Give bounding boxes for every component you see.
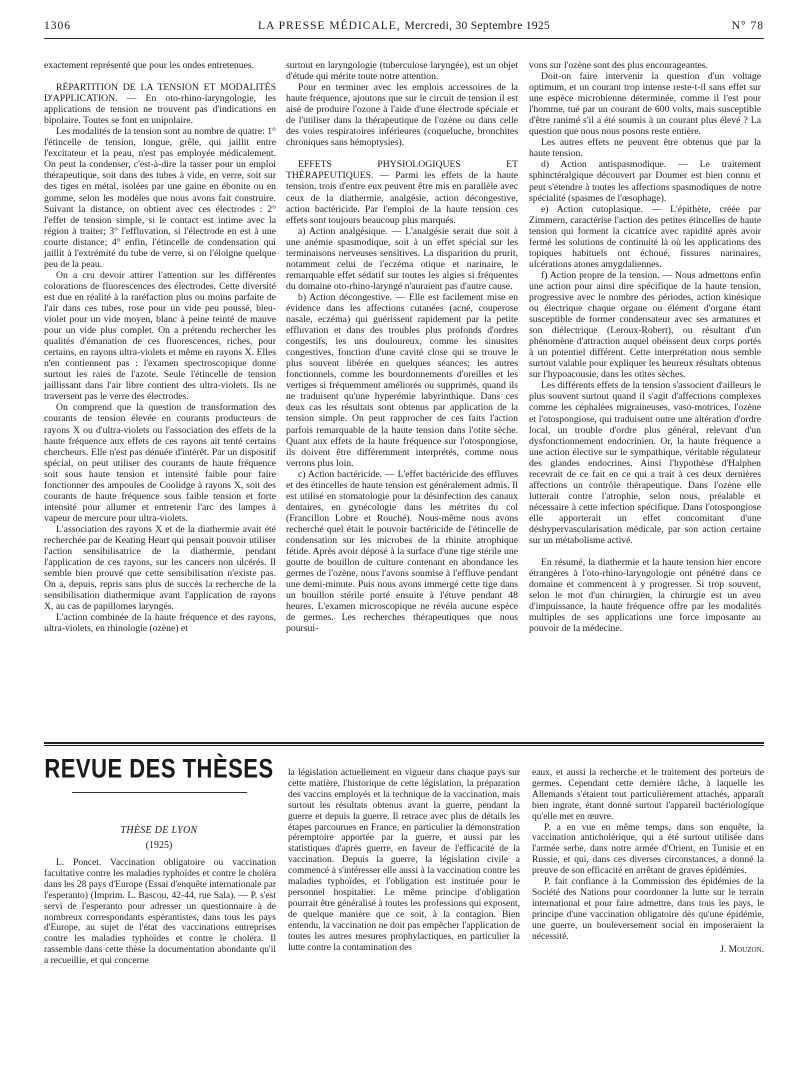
issue-number: N° 78 bbox=[731, 20, 764, 32]
paragraph: Les modalités de la tension sont au nombre de quatre: 1° l'étincelle de tension, longue, grêle, qui jaillit entre l'excitateur et la peau, n'est pas employée médicalement. On peut la condenser, c'est-à-dire la tasser pour un emploi thérapeutique, soit dans des tubes à vide, en verre, soit sur des tiges en métal, isolées par une gaine en ébonite ou en gomme, selon les modèles que nous avons fait construire. Suivant la distance, on obtient avec ces électrodes : 2° l'effet de tension simple, si le contact est intime avec la région à traiter; 3° l'effluvation, si l'électrode en est à une courte distance; 4° enfin, l'étincelle de condensation qui jaillit à l'extrémité du tube de verre, si on l'éloigne quelque peu de la peau. bbox=[44, 126, 276, 270]
paragraph: Doit-on faire intervenir la question d'un voltage optimum, et un courant trop intense reste-t-il sans effet sur une espèce microbienne déterminée, comme il l'est pour l'homme, tué par un courant de 600 volts, mais susceptible d'être ranimé s'il a été soumis à un courant plus élevé ? La question que nous nous posons reste entière. bbox=[529, 71, 761, 138]
page-header bbox=[44, 20, 764, 39]
paragraph: P. a en vue en même temps, dans son enquête, la vaccination anticholérique, qui a été surtout utilisée dans l'armée serbe, dans notre armée d'Orient, en Tunisie et en Russie, et qui, dans ces diverses circonstances, a donné la preuve de son efficacité en arrêtant de graves épidémies. bbox=[532, 822, 764, 877]
paragraph: P. fait confiance à la Commission des épidémies de la Société des Nations pour coordonner la lutte sur le terrain international et pour faire admettre, dans tous les pays, le principe d'une vaccination obligatoire dès qu'une épidémie, une guerre, un bouleversement social en imposeraient la nécessité. bbox=[532, 877, 764, 942]
journal-title: LA PRESSE MÉDICALE, Mercredi, 30 Septembre 1925 bbox=[258, 20, 550, 32]
paragraph: EFFETS PHYSIOLOGIQUES ET THÉRAPEUTIQUES. — Parmi les effets de la haute tension, trois d'entre eux peuvent être mis en parallèle avec ceux de la diathermie, analgésie, action décongestive, action bactéricide. Par l'emploi de la haute tension ces effets sont toujours beaucoup plus marqués. bbox=[286, 159, 518, 226]
paragraph: RÉPARTITION DE LA TENSION ET MODALITÉS D'APPLICATION. — En oto-rhino-laryngologie, les applications de tension ne trouvent pas d'indications en bipolaire. Toutes se font en unipolaire. bbox=[44, 82, 276, 127]
paragraph: la législation actuellement en vigueur dans chaque pays sur cette matière, l'historique de cette législation, la préparation des vaccins employés et la technique de la vaccination, mais surtout les résultats obtenus avant la guerre, pendant la guerre et depuis la guerre. Il retrace avec plus de détails les étapes parcourues en France, en particulier la démonstration péremptoire apportée par la guerre, et aussi par les statistiques d'après guerre, en faveur de l'efficacité de la vaccination. Depuis la guerre, la législation civile a commencé à s'intéresser elle aussi à la vaccination contre les maladies typhoïdes, et l'obligation est instituée pour le personnel hospitalier. Le même principe d'obligation pourrait être généralisé à toutes les professions qui exposent, de quelque manière que ce soit, à la contagion. Bien entendu, la vaccination ne doit pas empêcher l'application de toutes les autres mesures prophylactiques, en particulier la lutte contre la contamination des bbox=[288, 768, 520, 953]
paragraph: a) Action analgésique. — L'analgésie serait due soit à une anémie spasmodique, soit à un effet spécial sur les terminaisons nerveuses sensitives. La disparition du prurit, notamment celui de l'eczéma otique et narinaire, le remarquable effet sédatif sur toutes les algies si fréquentes du domaine oto-rhino-laryngé n'auraient pas d'autre cause. bbox=[286, 225, 518, 292]
section-divider bbox=[44, 742, 764, 744]
thesis-heading: THÈSE DE LYON bbox=[120, 825, 198, 836]
paragraph: b) Action décongestive. — Elle est facilement mise en évidence dans les affections cutanées (acné, couperose nasale, eczéma) qui guérissent rapidement par la petite effluvation et dans des troubles plus profonds d'ordres congestifs, les uns douloureux, comme les sinusites congestives, fonction d'une cavité close qui se trouve le plus souvent libérée en quelques séances; les autres fonctionnels, comme les bourdonnements d'oreilles et les vertiges si fréquemment améliorés ou supprimés, quand ils ne traduisent qu'une hyperémie labyrinthique. Dans ces deux cas les résultats sont obtenus par application de la tension simple. On peut rapprocher de ces faits l'action parfois remarquable de la haute tension dans l'otite sèche. Quant aux effets de la haute fréquence sur l'otospongiose, ils doivent être différemment interprétés, comme nous verrons plus loin. bbox=[286, 291, 518, 469]
title-underline bbox=[72, 792, 247, 793]
paragraph: f) Action propre de la tension. — Nous admettons enfin une action pour ainsi dire spécifique de la haute tension, progressive avec le nombre des périodes, action kinésique ou électrique chaque organe ou élément d'organe étant susceptible de former condensateur avec ses armatures et son diélectrique (Leroux-Robert), ou résultant d'un phénomène d'attraction auquel obéissent deux corps portés à un potentiel différent. Cette interprétation nous semble surtout valable pour expliquer les heureux résultats obtenus sur l'hypoacousie, dans les otites sèches. bbox=[529, 269, 761, 381]
paragraph: On comprend que la question de transformation des courants de tension élevée en courants producteurs de rayons X ou d'ultra-violets ou l'association des effets de la haute fréquence aux effets de ces rayons ait tenté certains chercheurs. Elle n'est pas dénuée d'intérêt. Par un dispositif spécial, on peut utiliser des courants de haute fréquence soit sous haute tension et intensité faible pour faire fonctionner des ampoules de Coolidge à rayons X, soit des courants de haute fréquence sous faible tension et forte intensité pour allumer et entretenir l'arc des lampes à vapeur de mercure pour ultra-violets. bbox=[44, 402, 276, 524]
paragraph: c) Action bactéricide. — L'effet bactéricide des effluves et des étincelles de haute tension est généralement admis. Il est utilisé en stomatologie pour la désinfection des canaux dentaires, en gynécologie dans les métrites du col (Francillon Lobre et Rouché). Nous-même nous avons recherché quel était le pouvoir bactéricide de l'étincelle de condensation sur les microbes de la rhinite atrophique fétide. Après avoir déposé à la surface d'une tige stérile une goutte de bouillon de culture contenant en abondance les germes de l'ozène, nous l'avons soumise à l'effluve pendant une demi-minute. Puis nous avons immergé cette tige dans un bouillon stérile porté ensuite à l'étuve pendant 48 heures. L'examen microscopique ne révéla aucune espèce de germes. Les recherches thérapeutiques que nous poursui- bbox=[286, 468, 518, 635]
paragraph: L. Poncet. Vaccination obligatoire ou vaccination facultative contre les maladies typhoïdes et contre le choléra dans les 28 pays d'Europe (Essai d'enquête internationale par l'esperanto) (Imprim. L. Bascou, 42-44, rue Sala). — P. s'est servi de l'esperanto pour adresser un questionnaire à de nombreux correspondants espérantistes, dans tous les pays d'Europe, au sujet de l'état des vaccinations entreprises contre les maladies typhoïdes et contre le choléra. Il rassemble dans cette thèse la documentation abondante qu'il a recueillie, et qui concerne bbox=[44, 858, 276, 967]
page-number: 1306 bbox=[44, 20, 71, 32]
paragraph: e) Action cutoplasique. — L'épithète, créée par Zimmern, caractérise l'action des petites étincelles de haute tension qui forment la cicatrice avec rapidité après avoir fermé les solutions de continuité là où les applications des topiques habituels ont échoué, fissures narinaires, ulcérations atones amygdaliennes. bbox=[529, 203, 761, 270]
article-column-2 bbox=[286, 60, 518, 634]
review-column-1 bbox=[44, 858, 276, 967]
thesis-year: (1925) bbox=[145, 840, 173, 851]
paragraph: L'action combinée de la haute fréquence et des rayons, ultra-violets, en rhinologie (ozène) et bbox=[44, 612, 276, 635]
article-column-1 bbox=[44, 60, 276, 634]
paragraph: exactement représenté que pour les ondes entretenues. bbox=[44, 60, 255, 71]
paragraph: Pour en terminer avec les emplois accessoires de la haute fréquence, ajoutons que sur le circuit de tension il est aisé de produire l'ozone à l'aide d'une électrode spéciale et de l'utiliser dans la thérapeutique de l'ozène ou dans celle des voies respiratoires inférieures (coqueluche, bronchites chroniques sans hémoptysies). bbox=[286, 82, 518, 149]
paragraph: L'association des rayons X et de la diathermie avait été recherchée par de Keating Heart qui pensait pouvoir utiliser l'action sensibilisatrice de la diathermie, pendant l'application de ces rayons, sur les cancers non ulcérés. Il semble bien prouvé que cette sensibilisation n'existe pas. On a, depuis, repris sans plus de succès la recherche de la sensibilisation diathermique avant l'application de rayons X, au cas de papillomes laryngés. bbox=[44, 523, 276, 613]
article-column-3 bbox=[529, 60, 761, 634]
section-title: REVUE DES THÈSES bbox=[44, 753, 274, 784]
paragraph: En résumé, la diathermie et la haute tension hier encore étrangères à l'oto-rhino-laryngologie ont pénétré dans ce domaine et commencent à y progresser. Si trop souvent, selon le mot d'un chirurgien, la chirurgie est un aveu d'impuissance, la haute fréquence offre par les modalités multiples de ses applications une force imposante au pouvoir de la médecine. bbox=[529, 557, 761, 635]
paragraph: eaux, et aussi la recherche et le traitement des porteurs de germes. Cependant cette dernière tâche, à laquelle les Allemands s'étaient tout particulièrement attachés, apparaît bien ingrate, étant donné surtout l'appareil bactériologique qu'elle met en œuvre. bbox=[532, 768, 764, 822]
paragraph: Les autres effets ne peuvent être obtenus que par la haute tension. bbox=[529, 137, 761, 160]
paragraph: vons sur l'ozène sont des plus encourageantes. bbox=[529, 60, 709, 71]
review-column-2 bbox=[288, 768, 520, 953]
issue-date: Mercredi, 30 Septembre 1925 bbox=[404, 20, 550, 32]
signature: J. Mouzon. bbox=[720, 944, 764, 955]
paragraph: d) Action antispasmodique. — Le traitement sphinctéralgique découvert par Doumer est bien connu et peut s'étendre à toutes les affections spasmodiques de notre spécialité (spasmes de l'œsophage). bbox=[529, 159, 761, 204]
paragraph: Les différents effets de la tension s'associent d'ailleurs le plus souvent surtout quand il s'agit d'affections complexes comme les céphalées migraineuses, vaso-motrices, l'ozène et l'otospongiose, qui traduisent outre une altération d'ordre local, un trouble d'ordre plus général, relevant d'un dysfonctionnement endocrinien. Or, la haute fréquence a une action élective sur le sympathique, véritable régulateur des glandes endocrines. Ainsi l'hypothèse d'Halphen recevrait de ce fait en ce qui a trait à ces deux dernières affections un contrôle thérapeutique. Dans l'ozène elle lutterait contre l'atrophie, selon nous, préalable et nécessaire à cette infection spécifique. Dans l'otospongiose elle apporterait un effet concomitant d'une déshypervascularisation médicale, par son action certaine sur un métabolisme activé. bbox=[529, 380, 761, 547]
paragraph: surtout en laryngologie (tuberculose laryngée), est un objet d'étude qui mérite toute notre attention. bbox=[286, 60, 518, 83]
section-divider bbox=[44, 745, 764, 746]
paragraph: On a cru devoir attirer l'attention sur les différentes colorations de fluorescences des électrodes. Cette diversité est due en réalité à la raréfaction plus ou moins parfaite de l'air dans ces tubes, rose pour un vide peu poussé, bleu-violet pour un vide moyen, blanc à peine teinté de mauve pour un vide plus complet. On a prétendu rechercher les qualités d'émanation de ces fluorescences, riches, pour certains, en rayons ultra-violets et même en rayons X. Elles n'en contiennent pas : l'examen spectroscopique donne surtout les raies de l'azote. Seule l'étincelle de tension jaillissant dans l'air libre contient des ultra-violets. Ils ne traversent pas le verre des électrodes. bbox=[44, 269, 276, 403]
review-column-3 bbox=[532, 768, 764, 955]
